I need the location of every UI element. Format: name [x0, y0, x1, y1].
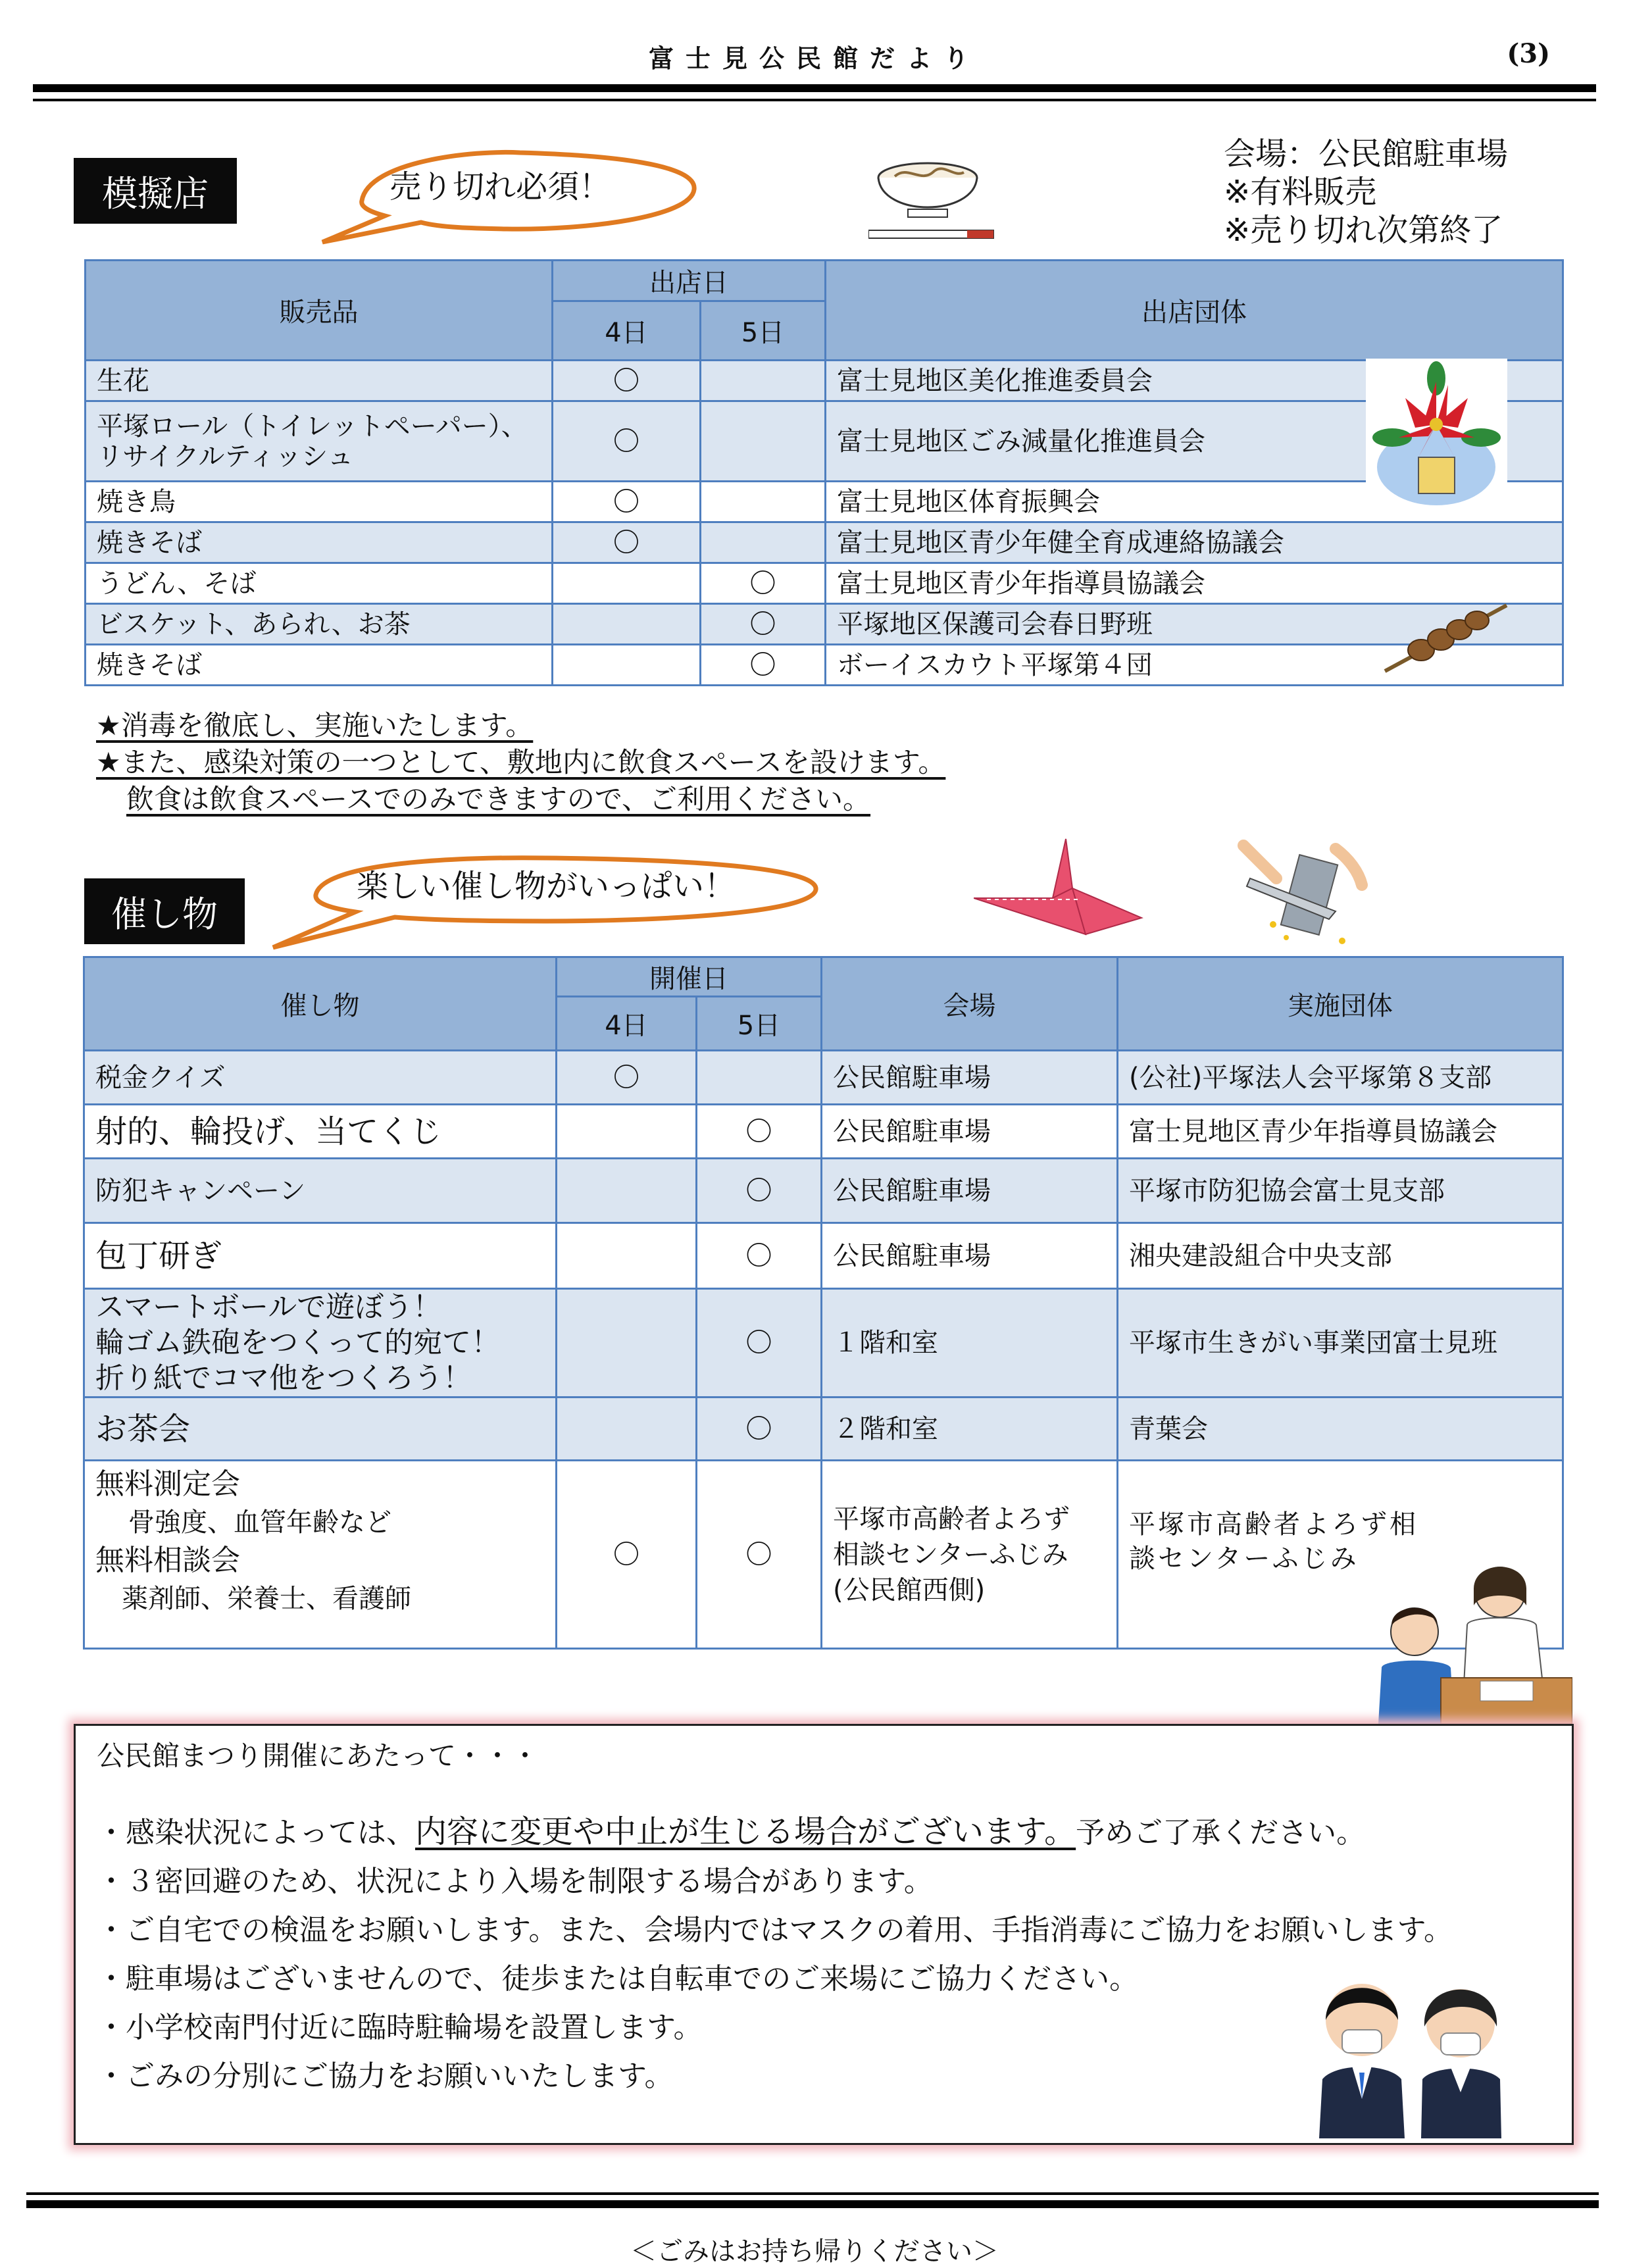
event-line: 薬剤師、栄養士、看護師	[122, 1584, 411, 1614]
day4-cell: 〇	[553, 482, 701, 522]
footer-rule-thick	[26, 2200, 1599, 2208]
col-header-event: 催し物	[84, 957, 557, 1051]
item-cell: 平塚ロール（トイレットペーパー）、リサイクルティッシュ	[86, 401, 553, 482]
origami-crane-icon	[974, 836, 1145, 947]
day5-cell: 〇	[697, 1159, 822, 1223]
table-row	[84, 1398, 1563, 1461]
notice-item-text: 予めご了承ください。	[1076, 1816, 1366, 1850]
table-row	[84, 1289, 1563, 1398]
day4-cell	[557, 1223, 697, 1289]
group-cell: 湘央建設組合中央支部	[1118, 1223, 1563, 1289]
event-line: 折り紙でコマ他をつくろう！	[95, 1361, 472, 1395]
group-cell: 富士見地区青少年健全育成連絡協議会	[826, 522, 1563, 563]
events-table	[83, 956, 1564, 1650]
venue-cell: 公民館駐車場	[822, 1051, 1118, 1105]
header-rule-thick	[33, 84, 1596, 92]
venue-cell: 公民館駐車場	[822, 1105, 1118, 1159]
day5-cell: 〇	[697, 1105, 822, 1159]
event-cell: 射的、輪投げ、当てくじ	[84, 1105, 557, 1159]
day4-cell: 〇	[557, 1051, 697, 1105]
note-line: 飲食は飲食スペースでのみできますので、ご利用ください。	[126, 783, 871, 815]
page-number: (3)	[1507, 38, 1550, 69]
knife-sharpening-icon	[1237, 832, 1368, 957]
day4-cell: 〇	[557, 1461, 697, 1649]
event-line: 輪ゴム鉄砲をつくって的宛て！	[95, 1326, 501, 1359]
group-cell: 富士見地区青少年指導員協議会	[826, 563, 1563, 604]
day5-cell	[701, 401, 826, 482]
notice-item: ・３密回避のため、状況により入場を制限する場合があります。	[97, 1865, 933, 1898]
item-cell: 焼きそば	[86, 645, 553, 686]
note-line: ★また、感染対策の一つとして、敷地内に飲食スペースを設けます。	[96, 746, 946, 778]
events-bubble-text: 楽しい催し物がいっぱい！	[356, 868, 736, 905]
note-line: ★消毒を徹底し、実施いたします。	[96, 709, 534, 742]
group-cell: 青葉会	[1118, 1398, 1563, 1461]
item-cell: 焼き鳥	[86, 482, 553, 522]
group-cell: 富士見地区美化推進委員会	[826, 361, 1563, 401]
masked-staff-icon	[1309, 1967, 1513, 2138]
col-header-venue: 会場	[822, 957, 1118, 1051]
notice-item: ・駐車場はございませんので、徒歩または自転車でのご来場にご協力ください。	[97, 1962, 1139, 1996]
udon-bowl-icon	[868, 132, 1000, 250]
day4-cell: 〇	[553, 522, 701, 563]
group-cell: (公社)平塚法人会平塚第８支部	[1118, 1051, 1563, 1105]
table-row	[84, 1223, 1563, 1289]
notice-emphasis: 内容に変更や中止が生じる場合がございます。	[415, 1813, 1076, 1850]
venue-cell	[822, 1461, 1118, 1649]
newsletter-title: 富士見公民館だより	[648, 43, 980, 73]
col-header-item: 販売品	[86, 261, 553, 361]
table-row	[84, 1105, 1563, 1159]
notice-title: 公民館まつり開催にあたって・・・	[97, 1740, 539, 1772]
venue-cell: ２階和室	[822, 1398, 1118, 1461]
mogi-notes	[96, 707, 945, 818]
event-line: 骨強度、血管年齢など	[128, 1507, 391, 1538]
col-header-day4: 4日	[553, 301, 701, 361]
venue-line: (公民館西側)	[833, 1575, 986, 1605]
event-cell: 包丁研ぎ	[84, 1223, 557, 1289]
day5-cell: 〇	[697, 1223, 822, 1289]
event-cell: 税金クイズ	[84, 1051, 557, 1105]
consultation-icon	[1368, 1553, 1572, 1724]
venue-line: 平塚市高齢者よろず	[833, 1503, 1070, 1534]
day4-cell	[553, 645, 701, 686]
day5-cell	[697, 1051, 822, 1105]
table-row	[86, 482, 1563, 522]
venue-line: 相談センターふじみ	[833, 1539, 1068, 1570]
day5-cell: 〇	[697, 1461, 822, 1649]
group-cell: ボーイスカウト平塚第４団	[826, 645, 1563, 686]
mogi-bubble-text: 売り切れ必須！	[389, 168, 611, 205]
day4-cell	[557, 1159, 697, 1223]
event-line: スマートボールで遊ぼう！	[95, 1290, 442, 1324]
mogi-section-label: 模擬店	[74, 158, 237, 224]
event-cell	[84, 1289, 557, 1398]
notice-item-text: ・感染状況によっては、	[97, 1816, 415, 1850]
item-cell: 焼きそば	[86, 522, 553, 563]
venue-cell: 公民館駐車場	[822, 1159, 1118, 1223]
day4-cell: 〇	[553, 361, 701, 401]
table-row	[86, 563, 1563, 604]
venue-line: 会場：公民館駐車場	[1224, 136, 1509, 172]
events-section-label: 催し物	[84, 878, 245, 944]
footer-note: ＜ごみはお持ち帰りください＞	[630, 2236, 999, 2267]
day4-cell	[553, 563, 701, 604]
table-row	[86, 522, 1563, 563]
venue-cell: １階和室	[822, 1289, 1118, 1398]
day5-cell: 〇	[701, 645, 826, 686]
col-header-days: 出店日	[553, 261, 826, 301]
table-row	[86, 604, 1563, 645]
item-cell: うどん、そば	[86, 563, 553, 604]
col-header-day5: 5日	[701, 301, 826, 361]
group-cell: 平塚地区保護司会春日野班	[826, 604, 1563, 645]
paid-line: ※有料販売	[1224, 174, 1377, 211]
table-row	[84, 1461, 1563, 1649]
day4-cell: 〇	[553, 401, 701, 482]
event-cell: 防犯キャンペーン	[84, 1159, 557, 1223]
col-header-group: 実施団体	[1118, 957, 1563, 1051]
soldout-line: ※売り切れ次第終了	[1224, 212, 1503, 249]
group-cell: 富士見地区青少年指導員協議会	[1118, 1105, 1563, 1159]
notice-item: ・ご自宅での検温をお願いします。また、会場内ではマスクの着用、手指消毒にご協力をお願いします。	[97, 1913, 1453, 1947]
item-cell: ビスケット、あられ、お茶	[86, 604, 553, 645]
event-cell: お茶会	[84, 1398, 557, 1461]
day4-cell	[557, 1289, 697, 1398]
day5-cell	[701, 482, 826, 522]
table-row	[86, 645, 1563, 686]
event-line: 無料測定会	[95, 1467, 240, 1501]
poinsettia-icon	[1366, 359, 1507, 510]
event-cell	[84, 1461, 557, 1649]
table-row	[84, 1159, 1563, 1223]
day5-cell: 〇	[697, 1289, 822, 1398]
notice-item: ・ごみの分別にご協力をお願いいたします。	[97, 2059, 674, 2093]
day5-cell	[701, 361, 826, 401]
table-row	[86, 401, 1563, 482]
day5-cell: 〇	[701, 563, 826, 604]
col-header-day5: 5日	[697, 997, 822, 1051]
group-cell: 平塚市生きがい事業団富士見班	[1118, 1289, 1563, 1398]
day5-cell	[701, 522, 826, 563]
group-cell: 平塚市高齢者よろず相談センターふじみ	[1118, 1461, 1563, 1649]
col-header-day4: 4日	[557, 997, 697, 1051]
group-cell: 富士見地区ごみ減量化推進員会	[826, 401, 1563, 482]
footer-rule-thin	[26, 2192, 1599, 2195]
header-rule-thin	[33, 99, 1596, 101]
event-line: 無料相談会	[95, 1544, 240, 1577]
group-cell: 平塚市防犯協会富士見支部	[1118, 1159, 1563, 1223]
day5-cell: 〇	[701, 604, 826, 645]
notice-item	[97, 1807, 1551, 1857]
table-row	[84, 1051, 1563, 1105]
day4-cell	[557, 1398, 697, 1461]
day4-cell	[553, 604, 701, 645]
col-header-group: 出店団体	[826, 261, 1563, 361]
notice-item: ・小学校南門付近に臨時駐輪場を設置します。	[97, 2011, 703, 2044]
venue-cell: 公民館駐車場	[822, 1223, 1118, 1289]
mogi-venue-note	[1224, 135, 1508, 249]
table-row	[86, 361, 1563, 401]
item-cell: 生花	[86, 361, 553, 401]
day4-cell	[557, 1105, 697, 1159]
yakitori-icon	[1375, 592, 1513, 678]
col-header-days: 開催日	[557, 957, 822, 997]
group-cell: 富士見地区体育振興会	[826, 482, 1563, 522]
day5-cell: 〇	[697, 1398, 822, 1461]
mogi-table	[84, 259, 1564, 686]
